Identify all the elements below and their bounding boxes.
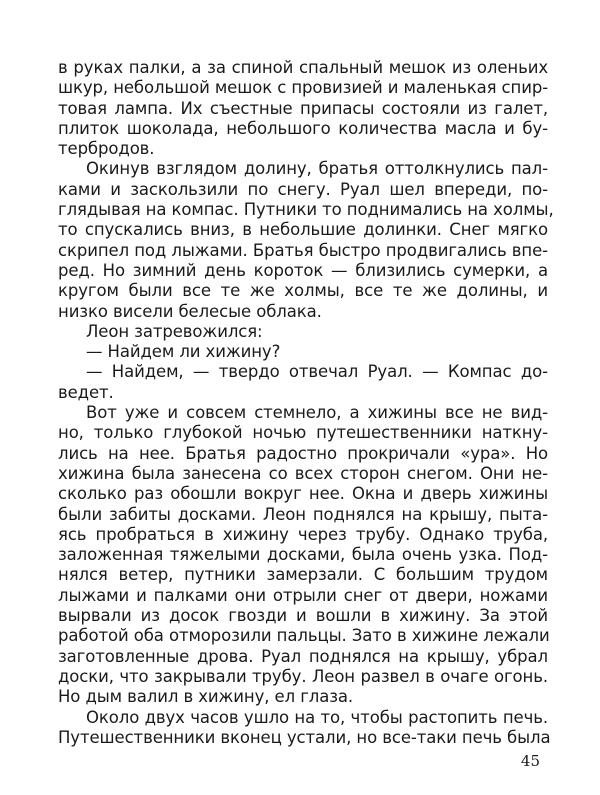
text-line: заготовленные дрова. Руал поднялся на крышу, убрал bbox=[58, 646, 548, 666]
text-line: сколько раз обошли вокруг нее. Окна и дверь хижины bbox=[58, 484, 548, 504]
text-line: тербродов. bbox=[58, 139, 155, 159]
text-line: Около двух часов ушло на то, чтобы растопить печь. bbox=[86, 707, 548, 727]
text-line: Леон затревожился: bbox=[86, 321, 263, 341]
text-line: Окинув взглядом долину, братья оттолкнулись пал- bbox=[86, 159, 548, 179]
text-line: — Найдем ли хижину? bbox=[86, 342, 281, 362]
text-line: то спускались вниз, в небольшие долинки. Снег мягко bbox=[58, 220, 548, 240]
text-line: были забиты досками. Леон поднялся на крышу, пыта- bbox=[58, 504, 548, 524]
page-number: 45 bbox=[520, 752, 540, 770]
text-line: заложенная тяжелыми досками, была очень узка. Под- bbox=[58, 545, 548, 565]
text-line: ведет. bbox=[58, 382, 114, 402]
text-line: но, только глубокой ночью путешественники наткну- bbox=[58, 423, 548, 443]
text-line: нялся ветер, путники замерзали. С большим трудом bbox=[58, 565, 548, 585]
text-line: товая лампа. Их съестные припасы состояли из галет, bbox=[58, 98, 548, 118]
text-line: скрипел под лыжами. Братья быстро продвигались впе- bbox=[58, 240, 548, 260]
text-line: лись на нее. Братья радостно прокричали «ура». Но bbox=[58, 443, 548, 463]
text-line: шкур, небольшой мешок с провизией и маленькая спир- bbox=[58, 78, 549, 98]
text-line: работой оба отморозили пальцы. Зато в хижине лежали bbox=[58, 626, 550, 646]
text-line: плиток шоколада, небольшого количества масла и бу- bbox=[58, 118, 548, 138]
text-line: ред. Но зимний день короток — близились сумерки, а bbox=[58, 260, 548, 280]
text-line: лыжами и палками они отрыли снег от двери, ножами bbox=[58, 585, 548, 605]
text-line: глядывая на компас. Путники то поднимались на холмы, bbox=[58, 200, 554, 220]
text-line: вырвали из досок гвозди и вошли в хижину. За этой bbox=[58, 606, 548, 626]
text-line: хижина была занесена со всех сторон снегом. Они не- bbox=[58, 463, 548, 483]
page-text bbox=[58, 58, 554, 748]
text-line: доски, что закрывали трубу. Леон развел в очаге огонь. bbox=[58, 666, 548, 686]
text-line: ясь пробраться в хижину через трубу. Однако труба, bbox=[58, 524, 548, 544]
text-line: в руках палки, а за спиной спальный мешок из оленьих bbox=[58, 58, 548, 77]
text-line: кругом были все те же холмы, все те же долины, и bbox=[58, 281, 548, 301]
text-line: Вот уже и совсем стемнело, а хижины все не вид- bbox=[86, 403, 548, 423]
text-line: — Найдем, — твердо отвечал Руал. — Компас до- bbox=[86, 362, 548, 382]
text-line: Путешественники вконец устали, но все-таки печь была bbox=[58, 727, 551, 747]
text-line: Но дым валил в хижину, ел глаза. bbox=[58, 687, 354, 707]
text-line: низко висели белесые облака. bbox=[58, 301, 322, 321]
text-line: ками и заскользили по снегу. Руал шел впереди, по- bbox=[58, 179, 548, 199]
